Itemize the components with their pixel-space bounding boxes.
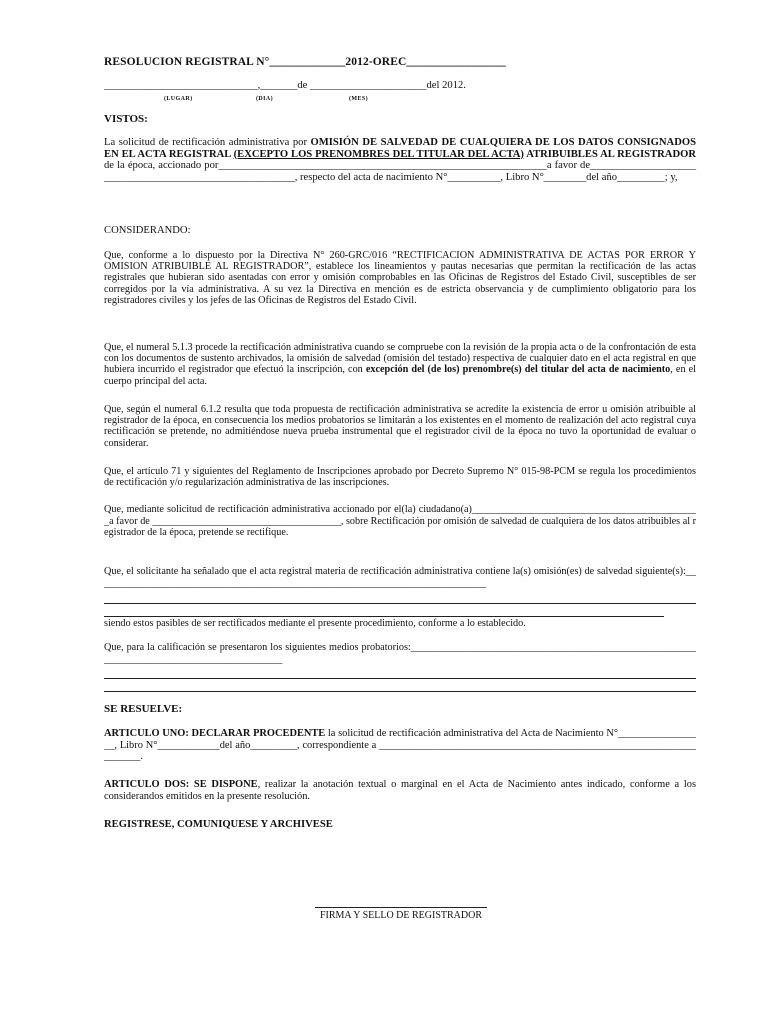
vistos-text-e: de la época, accionado por [104, 160, 219, 171]
vistos-text-c: (EXCEPTO LOS PRENOMBRES DEL TITULAR DEL ACTA) [233, 148, 524, 160]
articulo-uno-text: la solicitud de rectificación administrativa del Acta de Nacimiento N°_________________, Libro N°____________del año_________, correspondiente a ____________________________________________________________________. [104, 728, 696, 762]
omission-blank-line [104, 592, 696, 604]
considerando-p7: Que, para la calificación se presentaron los siguientes medios probatorios:___________________________________________________________________________________________ [104, 642, 696, 665]
date-line: _____________________________,_______de ______________________del 2012. [104, 80, 466, 91]
considerando-heading: CONSIDERANDO: [104, 225, 191, 236]
considerando-p4: Que, el artículo 71 y siguientes del Reglamento de Inscripciones aprobado por Decreto Supremo N° 015-98-PCM se regula los procedimientos de rectificación y/o regularización administrativa de las inscripciones. [104, 466, 696, 489]
considerando-p2-text-b: excepción del (de los) prenombre(s) del titular del acta de nacimiento [365, 364, 671, 376]
lugar-caption: (LUGAR) [164, 96, 193, 102]
dia-caption: (DIA) [256, 96, 273, 102]
vistos-text-b: OMISIÓN DE SALVEDAD DE CUALQUIERA DE LOS DATOS CONSIGNADOS EN EL ACTA REGISTRAL [104, 137, 696, 160]
considerando-p6: Que, el solicitante ha señalado que el acta registral materia de rectificación administrativa contiene la(s) omisión(es) de salvedad siguiente(s):_____________________________________________________________________________ [104, 566, 696, 589]
resuelve-heading: SE RESUELVE: [104, 703, 183, 715]
vistos-heading: VISTOS: [104, 113, 148, 125]
considerando-p2-text-c: , en el cuerpo principal del acta. [104, 364, 696, 387]
considerando-p6-tail: siendo estos pasibles de ser rectificados mediante el presente procedimiento, conforme a lo establecido. [104, 616, 664, 630]
signature-line [315, 907, 487, 908]
evidence-blank-line-1 [104, 667, 696, 679]
articulo-dos-text: , realizar la anotación textual o marginal en el Acta de Nacimiento antes indicado, conforme a los considerandos emitidos en la presente resolución. [104, 779, 696, 802]
evidence-blank-line-2 [104, 680, 696, 692]
vistos-text-f: ______________________________________________________________a favor de________________________________________________________, respecto del acta de nacimiento N°__________, Libro N°________del año_________; y, [104, 160, 696, 183]
articulo-uno [104, 728, 696, 763]
considerando-p5: Que, mediante solicitud de rectificación administrativa accionado por el(la) ciudadano(a)_____________________________________________a favor de _____________________________________, sobre Rectificación por omisión de salvedad de cualquiera de los datos atribuibles al registrador de la época, pretende se rectifique. [104, 504, 696, 538]
considerando-p2 [104, 342, 696, 387]
considerando-p2-text-a: Que, el numeral 5.1.3 procede la rectificación administrativa cuando se compruebe con la revisión de la propia acta o de la confrontación de esta con los documentos de sustento archivados, la omisión de salvedad (omisión del testado) respectiva de cualquier dato en el acta registral en que hubiera incurrido el registrador que efectuó la inscripción, con [104, 342, 696, 376]
considerando-p1: Que, conforme a lo dispuesto por la Directiva N° 260-GRC/016 “RECTIFICACION ADMINISTRATIVA DE ACTAS POR ERROR Y OMISION ATRIBUIBLE AL REGISTRADOR”, establece los lineamientos y pautas necesarias que permitan la rectificación de las actas registrales que hubieran sido asentadas con error y omisión comprobables en las Oficinas de Registros del Estado Civil, susceptibles de ser corregidos por la vía administrativa. A su vez la Directiva en mención es de estricta observancia y de cumplimiento obligatorio para los registradores civiles y los jefes de las Oficinas de Registros del Estado Civil. [104, 250, 696, 306]
closing-statement: REGISTRESE, COMUNIQUESE Y ARCHIVESE [104, 819, 333, 830]
mes-caption: (MES) [349, 96, 368, 102]
vistos-text-d: ATRIBUIBLES AL REGISTRADOR [523, 148, 696, 160]
resolution-title: RESOLUCION REGISTRAL N°_____________2012-OREC_________________ [104, 56, 506, 68]
vistos-text-a: La solicitud de rectificación administrativa por [104, 137, 311, 148]
articulo-dos-label: ARTICULO DOS: SE DISPONE [104, 779, 258, 790]
signature-block [315, 907, 487, 921]
articulo-dos [104, 779, 696, 802]
articulo-uno-label: ARTICULO UNO: DECLARAR PROCEDENTE [104, 728, 326, 739]
vistos-paragraph [104, 137, 696, 183]
signature-label: FIRMA Y SELLO DE REGISTRADOR [319, 910, 483, 921]
considerando-p3: Que, según el numeral 6.1.2 resulta que toda propuesta de rectificación administrativa se acredite la existencia de error u omisión atribuible al registrador de la época, en consecuencia los medios probatorios se limitarán a los existentes en el momento de realización del acto registral cuya rectificación se pretende, no admitiéndose nueva prueba instrumental que el registrador civil de la época no tuvo la oportunidad de evaluar o considerar. [104, 404, 696, 449]
